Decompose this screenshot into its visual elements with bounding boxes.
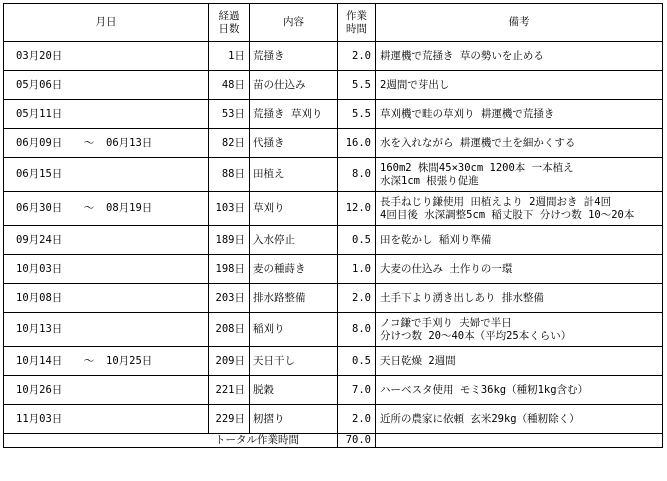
notes-cell xyxy=(376,226,663,255)
start-date: 03月20日 xyxy=(16,49,63,62)
end-date: 08月19日 xyxy=(106,202,153,214)
elapsed-days-cell: 82日 xyxy=(209,129,250,158)
note-line: 分けつ数 20～40本（平均25本くらい） xyxy=(380,329,572,342)
content-cell: 稲刈り xyxy=(250,313,338,347)
work-hours-cell: 1.0 xyxy=(338,255,376,284)
notes-cell xyxy=(376,71,663,100)
table-row xyxy=(4,255,663,284)
work-hours-cell: 12.0 xyxy=(338,192,376,226)
elapsed-days-cell: 221日 xyxy=(209,376,250,405)
note-line: 水深1cm 根張り促進 xyxy=(380,174,479,187)
date-range-tilde: ～ xyxy=(83,136,95,149)
header-row xyxy=(4,4,663,42)
content-cell: 天日干し xyxy=(250,347,338,376)
content-cell: 麦の種蒔き xyxy=(250,255,338,284)
note-line: 長手ねじり鎌使用 田植えより 2週間おき 計4回 xyxy=(380,195,612,208)
start-date: 11月03日 xyxy=(16,412,63,425)
date-range-tilde: ～ xyxy=(83,202,95,214)
notes-cell xyxy=(376,100,663,129)
table-row xyxy=(4,100,663,129)
table-row xyxy=(4,158,663,192)
work-hours-cell: 8.0 xyxy=(338,158,376,192)
date-cell xyxy=(4,42,209,71)
header-content: 内容 xyxy=(250,4,338,42)
date-cell xyxy=(4,284,209,313)
elapsed-days-cell: 88日 xyxy=(209,158,250,192)
end-date: 10月25日 xyxy=(106,354,153,367)
date-cell xyxy=(4,405,209,434)
note-line: ハーベスタ使用 モミ36kg（種籾1kg含む） xyxy=(380,383,589,396)
total-row xyxy=(4,434,663,448)
table-row xyxy=(4,313,663,347)
header-notes: 備考 xyxy=(376,4,663,42)
elapsed-days-cell: 203日 xyxy=(209,284,250,313)
elapsed-days-cell: 48日 xyxy=(209,71,250,100)
header-elapsed-days-line2: 日数 xyxy=(218,22,240,35)
note-line: 大麦の仕込み 土作りの一環 xyxy=(380,262,513,275)
note-line: 田を乾かし 稲刈り準備 xyxy=(380,233,492,246)
content-cell: 排水路整備 xyxy=(250,284,338,313)
header-elapsed-days-line1: 経過 xyxy=(218,9,240,22)
table-row xyxy=(4,42,663,71)
note-line: 耕運機で荒掻き 草の勢いを止める xyxy=(380,49,544,62)
work-log-table xyxy=(3,3,663,448)
content-cell: 田植え xyxy=(250,158,338,192)
work-hours-cell: 5.5 xyxy=(338,71,376,100)
start-date: 09月24日 xyxy=(16,233,63,246)
end-date: 06月13日 xyxy=(106,136,153,149)
date-cell xyxy=(4,158,209,192)
start-date: 10月08日 xyxy=(16,291,63,304)
total-notes-empty xyxy=(376,434,663,448)
date-cell xyxy=(4,226,209,255)
start-date: 10月26日 xyxy=(16,383,63,396)
notes-cell xyxy=(376,313,663,347)
notes-cell xyxy=(376,192,663,226)
work-hours-cell: 2.0 xyxy=(338,405,376,434)
header-work-hours xyxy=(338,4,376,42)
header-work-hours-line2: 時間 xyxy=(346,22,367,35)
elapsed-days-cell: 229日 xyxy=(209,405,250,434)
notes-cell xyxy=(376,129,663,158)
work-hours-cell: 5.5 xyxy=(338,100,376,129)
work-hours-cell: 2.0 xyxy=(338,42,376,71)
notes-cell xyxy=(376,284,663,313)
start-date: 05月11日 xyxy=(16,107,63,120)
work-log-table-wrapper xyxy=(3,3,663,448)
table-row xyxy=(4,405,663,434)
note-line: 土手下より湧き出しあり 排水整備 xyxy=(380,291,544,304)
header-date: 月日 xyxy=(4,4,209,42)
note-line: 天日乾燥 2週間 xyxy=(380,354,456,367)
note-line: ノコ鎌で手刈り 夫婦で半日 xyxy=(380,316,512,329)
note-line: 水を入れながら 耕運機で土を細かくする xyxy=(380,136,576,149)
start-date: 06月15日 xyxy=(16,168,63,180)
date-cell xyxy=(4,192,209,226)
date-cell xyxy=(4,347,209,376)
total-label: トータル作業時間 xyxy=(4,434,338,448)
work-hours-cell: 16.0 xyxy=(338,129,376,158)
date-range-tilde: ～ xyxy=(83,354,95,367)
table-row xyxy=(4,376,663,405)
date-cell xyxy=(4,313,209,347)
elapsed-days-cell: 53日 xyxy=(209,100,250,129)
notes-cell xyxy=(376,158,663,192)
total-hours: 70.0 xyxy=(338,434,376,448)
content-cell: 草刈り xyxy=(250,192,338,226)
work-hours-cell: 0.5 xyxy=(338,226,376,255)
date-cell xyxy=(4,129,209,158)
notes-cell xyxy=(376,255,663,284)
content-cell: 苗の仕込み xyxy=(250,71,338,100)
date-cell xyxy=(4,100,209,129)
table-footer xyxy=(4,434,663,448)
start-date: 10月14日 xyxy=(16,354,63,367)
elapsed-days-cell: 208日 xyxy=(209,313,250,347)
start-date: 05月06日 xyxy=(16,78,63,91)
start-date: 06月09日 xyxy=(16,136,63,149)
elapsed-days-cell: 209日 xyxy=(209,347,250,376)
notes-cell xyxy=(376,347,663,376)
note-line: 4回目後 水深調整5cm 稲丈股下 分けつ数 10～20本 xyxy=(380,208,635,221)
table-row xyxy=(4,284,663,313)
date-cell xyxy=(4,376,209,405)
note-line: 草刈機で畦の草刈り 耕運機で荒掻き xyxy=(380,107,555,120)
work-hours-cell: 2.0 xyxy=(338,284,376,313)
content-cell: 荒掻き 草刈り xyxy=(250,100,338,129)
elapsed-days-cell: 189日 xyxy=(209,226,250,255)
table-header xyxy=(4,4,663,42)
table-row xyxy=(4,129,663,158)
work-hours-cell: 7.0 xyxy=(338,376,376,405)
elapsed-days-cell: 198日 xyxy=(209,255,250,284)
start-date: 10月13日 xyxy=(16,323,63,335)
table-row xyxy=(4,71,663,100)
header-elapsed-days xyxy=(209,4,250,42)
note-line: 近所の農家に依頼 玄米29kg（種籾除く） xyxy=(380,412,580,425)
work-hours-cell: 8.0 xyxy=(338,313,376,347)
table-row xyxy=(4,226,663,255)
table-row xyxy=(4,192,663,226)
note-line: 2週間で芽出し xyxy=(380,78,450,91)
start-date: 10月03日 xyxy=(16,262,63,275)
date-cell xyxy=(4,71,209,100)
table-body xyxy=(4,42,663,434)
elapsed-days-cell: 103日 xyxy=(209,192,250,226)
note-line: 160m2 株間45×30cm 1200本 一本植え xyxy=(380,161,574,174)
work-hours-cell: 0.5 xyxy=(338,347,376,376)
date-cell xyxy=(4,255,209,284)
start-date: 06月30日 xyxy=(16,202,63,214)
notes-cell xyxy=(376,42,663,71)
content-cell: 脱穀 xyxy=(250,376,338,405)
content-cell: 代掻き xyxy=(250,129,338,158)
content-cell: 荒掻き xyxy=(250,42,338,71)
notes-cell xyxy=(376,376,663,405)
elapsed-days-cell: 1日 xyxy=(209,42,250,71)
table-row xyxy=(4,347,663,376)
header-work-hours-line1: 作業 xyxy=(346,9,367,22)
notes-cell xyxy=(376,405,663,434)
content-cell: 入水停止 xyxy=(250,226,338,255)
content-cell: 籾摺り xyxy=(250,405,338,434)
